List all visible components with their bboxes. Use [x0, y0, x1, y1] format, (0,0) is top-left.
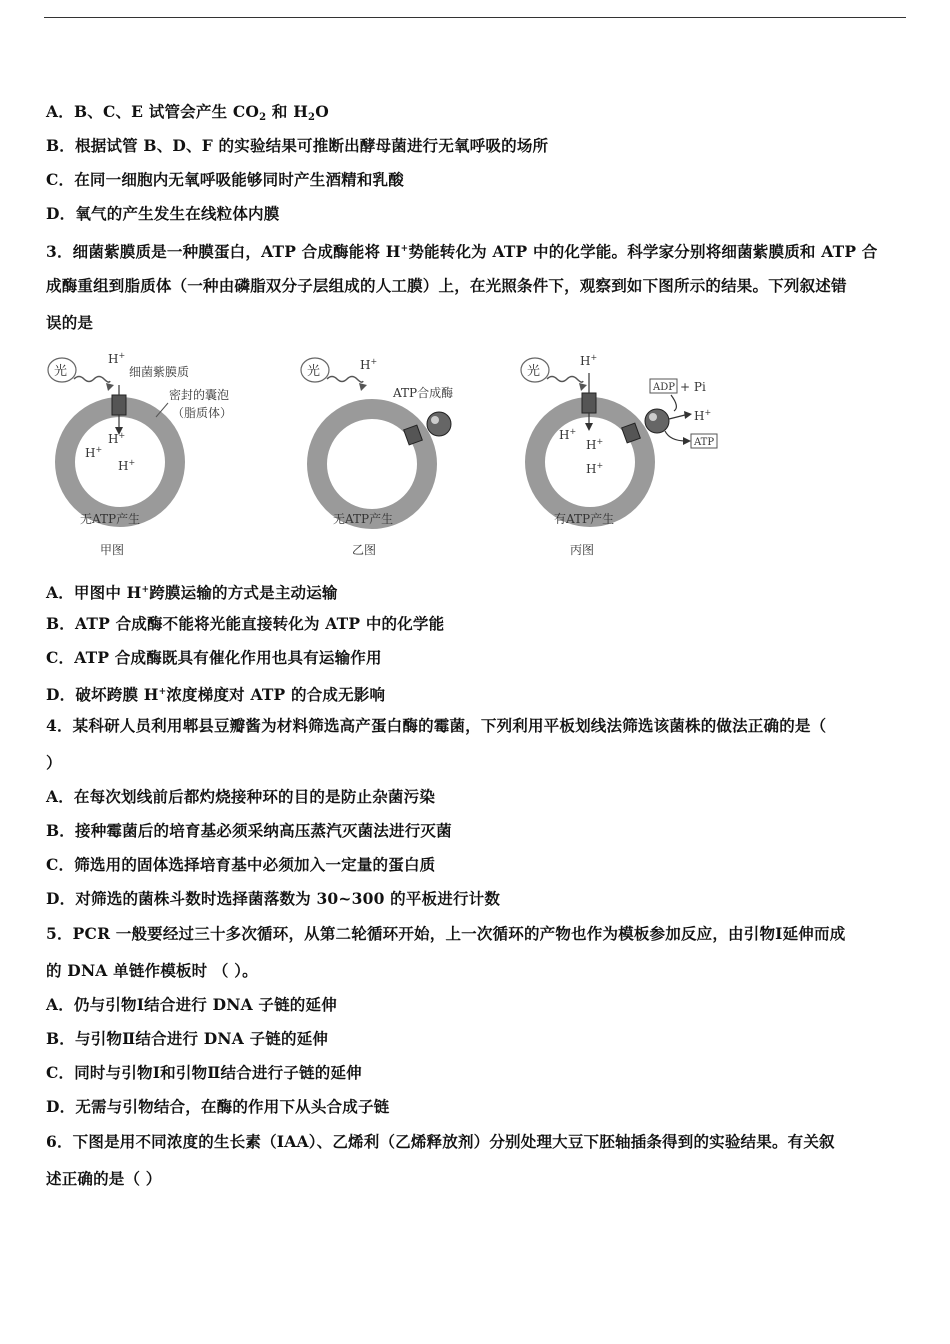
adp-label: ADP	[653, 382, 675, 393]
q5-option-c[interactable]: C．同时与引物Ⅰ和引物Ⅱ结合进行子链的延伸	[46, 1063, 362, 1082]
q2-option-c[interactable]: C．在同一细胞内无氧呼吸能够同时产生酒精和乳酸	[46, 170, 404, 189]
q3-stem-line-1: 3．细菌紫膜质是一种膜蛋白，ATP 合成酶能将 H+势能转化为 ATP 中的化学能。科学家分别将细菌紫膜质和 ATP 合	[46, 242, 878, 261]
q5-option-a[interactable]: A．仍与引物Ⅰ结合进行 DNA 子链的延伸	[46, 995, 337, 1014]
svg-text:H+: H+	[85, 445, 103, 460]
q4-option-c[interactable]: C．筛选用的固体选择培育基中必须加入一定量的蛋白质	[46, 855, 436, 874]
vesicle-label-2: （脂质体）	[172, 406, 233, 420]
light-label: 光	[54, 364, 68, 379]
purple-membrane-protein	[112, 395, 126, 415]
svg-text:H+: H+	[559, 427, 577, 442]
light-wave-icon	[74, 377, 110, 383]
q2-option-d[interactable]: D．氧气的产生发生在线粒体内膜	[46, 204, 280, 223]
result-label: 无ATP产生	[333, 512, 394, 526]
arrow-icon	[579, 383, 587, 391]
pi-label: + Pi	[680, 380, 706, 394]
arrow-icon	[671, 395, 676, 411]
q6-stem-line-1: 6．下图是用不同浓度的生长素（IAA）、乙烯利（乙烯释放剂）分别处理大豆下胚轴插条得到的实验结果。有关叙	[46, 1132, 835, 1151]
q3-option-a[interactable]: A．甲图中 H+跨膜运输的方式是主动运输	[46, 583, 338, 602]
q5-option-b[interactable]: B．与引物Ⅱ结合进行 DNA 子链的延伸	[46, 1029, 329, 1048]
figure-caption: 乙图	[352, 543, 377, 557]
svg-text:H+: H+	[108, 431, 126, 446]
atp-label: ATP	[694, 437, 715, 448]
result-label: 有ATP产生	[554, 512, 615, 526]
q4-option-d[interactable]: D．对筛选的菌株斗数时选择菌落数为 30~300 的平板进行计数	[46, 889, 501, 908]
q3-option-d[interactable]: D．破坏跨膜 H+浓度梯度对 ATP 的合成无影响	[46, 685, 386, 704]
q3-option-c[interactable]: C．ATP 合成酶既具有催化作用也具有运输作用	[46, 648, 382, 667]
svg-text:H+: H+	[586, 437, 604, 452]
arrow-icon	[106, 383, 114, 391]
svg-text:光: 光	[527, 364, 541, 379]
q4-stem-line-1: 4．某科研人员利用郫县豆瓣酱为材料筛选高产蛋白酶的霉菌，下列利用平板划线法筛选该菌株的做法正确的是（	[46, 716, 827, 735]
q3-option-b[interactable]: B．ATP 合成酶不能将光能直接转化为 ATP 中的化学能	[46, 614, 445, 633]
q5-stem-line-2: 的 DNA 单链作模板时 （ ）。	[46, 961, 258, 980]
purple-membrane-label: 细菌紫膜质	[129, 365, 190, 379]
figure-panel-a	[48, 351, 232, 557]
q6-stem-line-2: 述正确的是（ ）	[46, 1169, 162, 1188]
atp-synthase-label: ATP合成酶	[393, 386, 454, 400]
arrow-down-icon	[585, 423, 593, 431]
q5-stem-line-1: 5．PCR 一般要经过三十多次循环，从第二轮循环开始，上一次循环的产物也作为模板参加反应，由引物Ⅰ延伸而成	[46, 924, 846, 943]
q3-stem-line-2: 成酶重组到脂质体（一种由磷脂双分子层组成的人工膜）上，在光照条件下，观察到如下图所示的结果。下列叙述错	[46, 276, 847, 295]
q3-stem-line-3: 误的是	[46, 313, 94, 332]
figure-panel-c	[521, 353, 717, 557]
atp-synthase-head	[427, 412, 451, 436]
light-wave-icon	[327, 377, 363, 383]
svg-text:H+: H+	[108, 351, 126, 366]
svg-text:光: 光	[307, 364, 321, 379]
svg-text:H+: H+	[580, 353, 598, 368]
q4-stem-line-2: ）	[46, 753, 62, 772]
atp-synthase-head	[645, 409, 669, 433]
svg-text:H+: H+	[694, 408, 712, 423]
svg-text:H+: H+	[118, 458, 136, 473]
figure-caption: 丙图	[570, 543, 595, 557]
atp-synthesis-figure	[40, 345, 740, 570]
liposome-membrane	[317, 409, 427, 519]
header-rule	[44, 17, 906, 18]
figure-caption: 甲图	[100, 543, 125, 557]
svg-text:H+: H+	[586, 461, 604, 476]
purple-membrane-protein	[582, 393, 596, 413]
q2-option-b[interactable]: B．根据试管 B、D、F 的实验结果可推断出酵母菌进行无氧呼吸的场所	[46, 136, 549, 155]
arrow-icon	[359, 383, 367, 391]
q5-option-d[interactable]: D．无需与引物结合，在酶的作用下从头合成子链	[46, 1097, 390, 1116]
q4-option-b[interactable]: B．接种霉菌后的培育基必须采纳高压蒸汽灭菌法进行灭菌	[46, 821, 452, 840]
light-wave-icon	[547, 377, 583, 383]
result-label: 无ATP产生	[80, 512, 141, 526]
q2-option-a[interactable]: A．B、C、E 试管会产生 $CO_2$ 和 $H_2O$	[46, 102, 329, 123]
svg-text:H+: H+	[360, 357, 378, 372]
figure-panel-b	[301, 357, 453, 557]
option-label: A．	[46, 102, 74, 121]
vesicle-label: 密封的囊泡	[169, 388, 230, 402]
q4-option-a[interactable]: A．在每次划线前后都灼烧接种环的目的是防止杂菌污染	[46, 787, 436, 806]
